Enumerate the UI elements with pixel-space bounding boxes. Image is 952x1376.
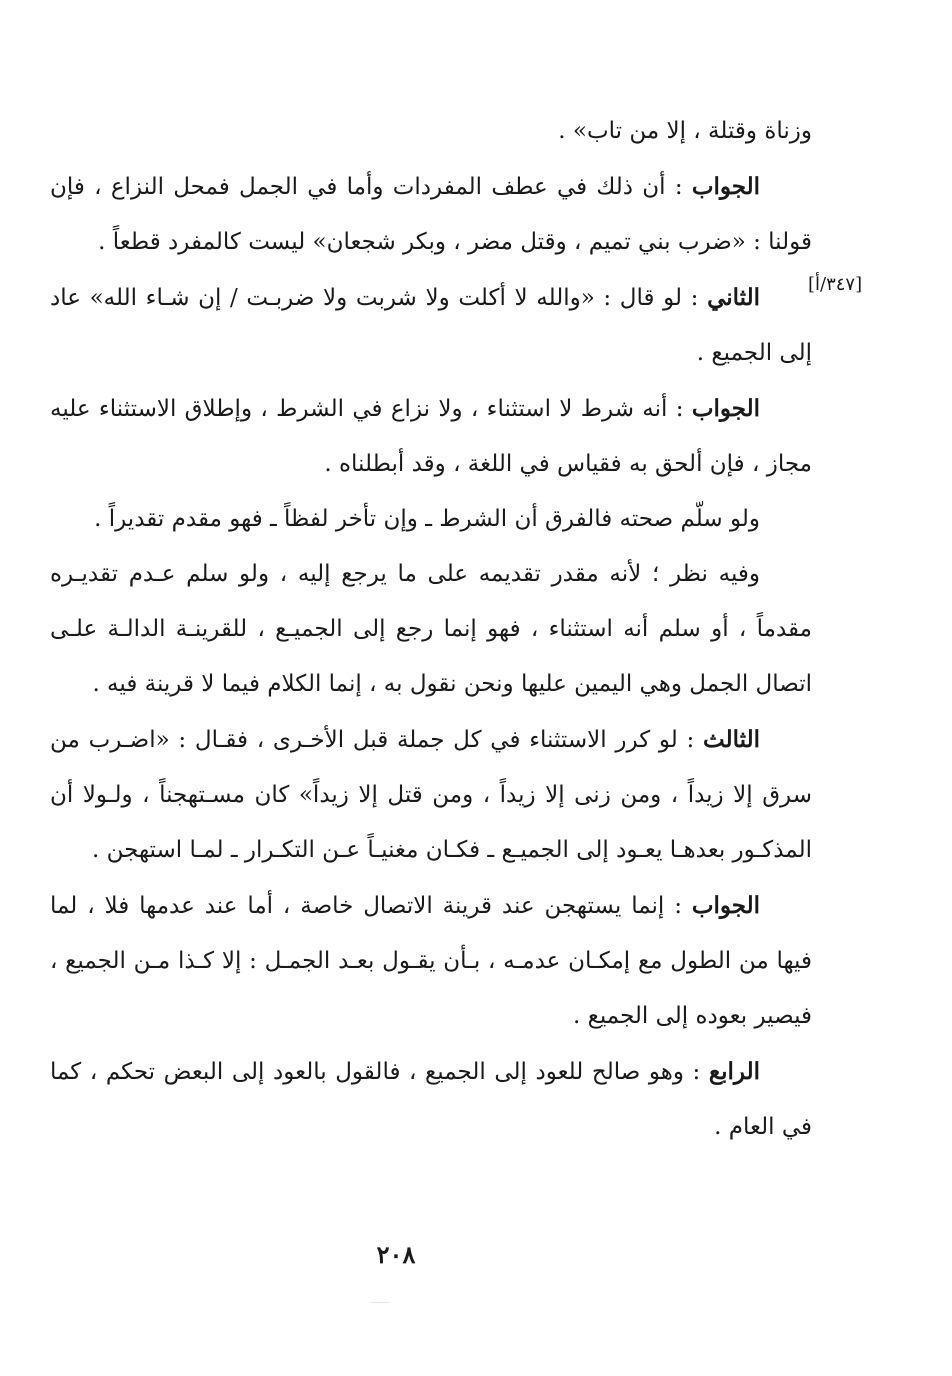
paragraph-heading: الثالث bbox=[703, 726, 760, 753]
paragraph-text: : لو قال : «والله لا أكلت ولا شربت ولا ضربـت / إن شـاء الله» عاد إلى الجميع . bbox=[50, 285, 812, 366]
paragraph-text: ولو سلّم صحته فالفرق أن الشرط ـ وإن تأخر لفظاً ـ فهو مقدم تقديراً . bbox=[94, 506, 760, 532]
paragraph-text: وفيه نظر ؛ لأنه مقدر تقديمه على ما يرجع إليه ، ولو سلم عـدم تقديـره مقدماً ، أو سلم أنه استثناء ، فهو إنما رجع إلى الجميـع ، للقرينـة الدالـة علـى اتصال الجمل وهي اليمين عليها ونحن نقول به ، إنما الكلام فيما لا قرينة فيه . bbox=[50, 561, 812, 697]
paragraph-heading: الرابع bbox=[708, 1058, 760, 1085]
paragraph-fourth-argument bbox=[50, 1044, 812, 1155]
paragraph-heading: الثاني bbox=[707, 284, 760, 311]
paragraph-text: : لو كرر الاستثناء في كل جملة قبل الأخـرى ، فقـال : «اضـرب من سرق إلا زيداً ، ومن زنى إلا زيداً ، ومن قتل إلا زيداً» كان مسـتهجناً ، ولـولا أن المذكـور بعدهـا يعـود إلى الجميـع ـ فكـان مغنيـاً عـن التكـرار ـ لمـا استهجن . bbox=[50, 727, 812, 863]
paragraph-heading: الجواب bbox=[691, 892, 760, 919]
paragraph-answer-1 bbox=[50, 159, 812, 270]
paragraph-answer-3 bbox=[50, 878, 812, 1044]
paragraph-second-argument bbox=[50, 270, 812, 381]
paragraph-answer-2 bbox=[50, 381, 812, 492]
paragraph-concession bbox=[50, 492, 812, 547]
paragraph-continuation bbox=[50, 104, 812, 159]
page-number: ٢٠٨ bbox=[376, 1240, 416, 1269]
bottom-mark bbox=[370, 1302, 390, 1303]
folio-reference: [٣٤٧/أ] bbox=[808, 274, 863, 295]
paragraph-text: : أن ذلك في عطف المفردات وأما في الجمل فمحل النزاع ، فإن قولنا : «ضرب بني تميم ، وقتل مضر ، وبكر شجعان» ليست كالمفرد قطعاً . bbox=[50, 174, 812, 255]
paragraph-text: وزناة وقتلة ، إلا من تاب» . bbox=[558, 118, 812, 144]
paragraph-third-argument bbox=[50, 712, 812, 878]
paragraph-heading: الجواب bbox=[691, 173, 760, 200]
body-text bbox=[50, 104, 812, 1155]
paragraph-text: : أنه شرط لا استثناء ، ولا نزاع في الشرط ، وإطلاق الاستثناء عليه مجاز ، فإن ألحق به فقياس في اللغة ، وقد أبطلناه . bbox=[50, 396, 812, 477]
paragraph-heading: الجواب bbox=[691, 395, 760, 422]
paragraph-text: : إنما يستهجن عند قرينة الاتصال خاصة ، أما عند عدمها فلا ، لما فيها من الطول مع إمكـان عدمـه ، بـأن يقـول بعـد الجمـل : إلا كـذا مـن الجميع ، فيصير بعوده إلى الجميع . bbox=[50, 893, 812, 1029]
paragraph-text: : وهو صالح للعود إلى الجميع ، فالقول بالعود إلى البعض تحكم ، كما في العام . bbox=[50, 1059, 812, 1140]
paragraph-objection bbox=[50, 547, 812, 712]
